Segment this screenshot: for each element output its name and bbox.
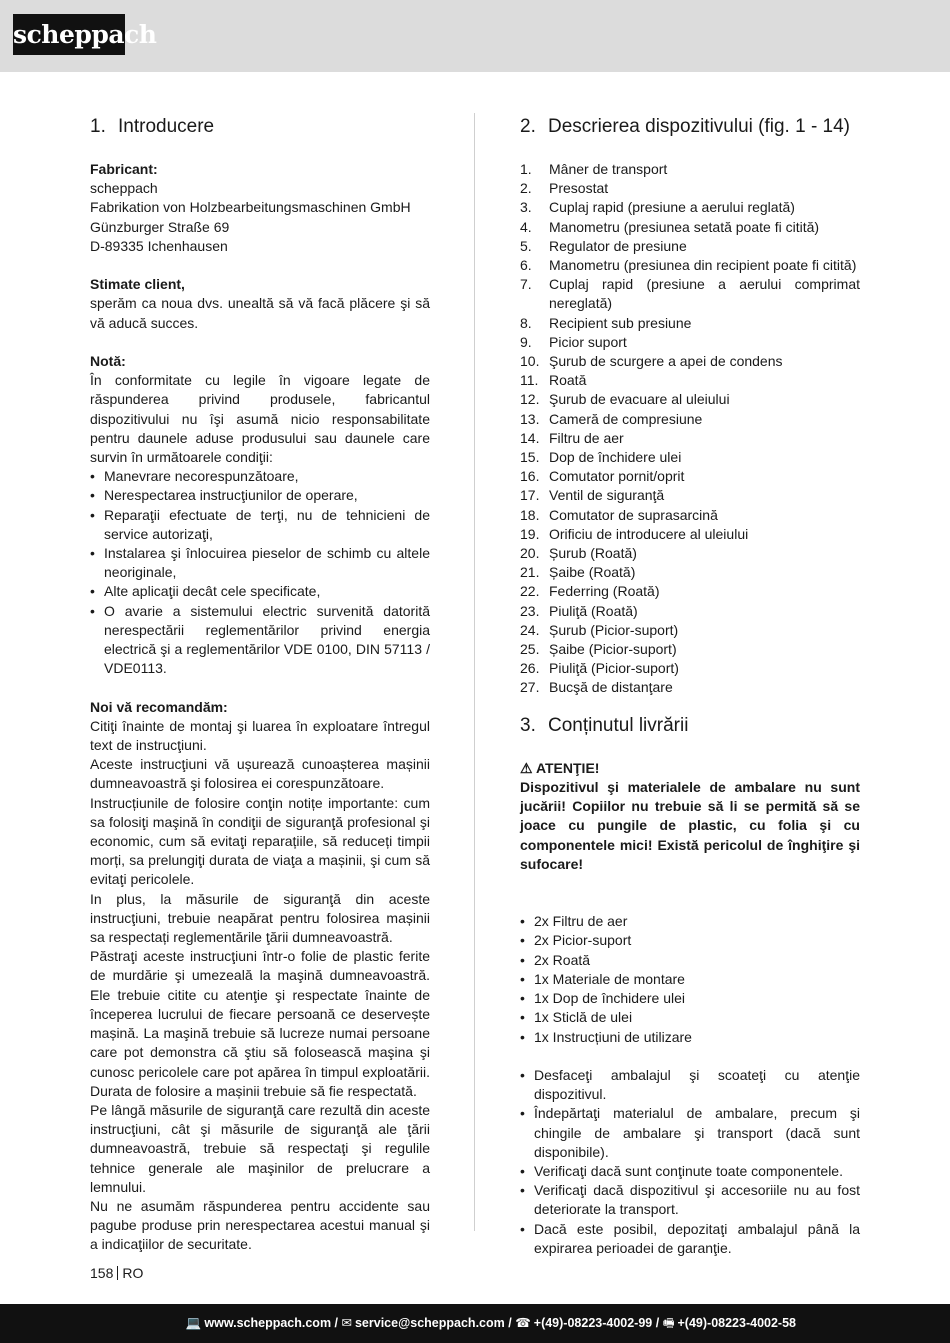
list-item: • Desfaceţi ambalajul şi scoateţi cu atenţie dispozitivul. — [520, 1066, 860, 1104]
part-label: Recipient sub presiune — [549, 314, 692, 331]
part-item — [520, 621, 860, 640]
part-label: Cameră de compresiune — [549, 410, 703, 427]
part-number: 17. — [520, 487, 540, 504]
part-label: Șaibe (Picior-suport) — [549, 641, 677, 658]
list-item: • 2x Roată — [520, 951, 860, 970]
part-label: Manometru (presiunea setată poate fi citită) — [549, 218, 820, 235]
warning-title: ⚠ ATENŢIE! — [520, 759, 600, 776]
part-label: Ventil de siguranţă — [549, 487, 665, 504]
part-item — [520, 160, 860, 179]
part-number: 15. — [520, 449, 540, 466]
list-item: • 1x Dop de închidere ulei — [520, 989, 860, 1008]
recommend-paragraph: Pe lângă măsurile de siguranţă care rezultă din aceste instrucţiuni, cât şi măsurile de siguranţă ale ţării dumneavoastră, trebuie să respectaţi şi regulile tehnice generale ale maşinilor de prelucrare a lemnului. — [90, 1101, 430, 1195]
part-label: Piuliţă (Picior-suport) — [549, 660, 679, 677]
part-item — [520, 544, 860, 563]
note-label: Notă: — [90, 353, 126, 369]
mail-icon: ✉ — [341, 1316, 352, 1330]
part-label: Orificiu de introducere al uleiului — [549, 525, 749, 542]
part-item — [520, 371, 860, 390]
recommend-paragraph: Instrucțiunile de folosire conţin notițe importante: cum sa folosiţi maşină în condiţii de siguranţă profesional şi economic, cum să evitaţi reparațiile, să reduceți timpii morți, sa prelungiţi durata de viaţa a mașinii, şi cum să evitaţi pericolele. — [90, 794, 430, 888]
part-label: Presostat — [549, 180, 609, 197]
part-label: Șurub (Roată) — [549, 545, 637, 562]
part-label: Şurub de evacuare al uleiului — [549, 391, 730, 408]
part-label: Manometru (presiunea din recipient poate fi citită) — [549, 257, 857, 274]
section-1-title: 1. Introducere — [90, 116, 215, 137]
list-item: • O avarie a sistemului electric survenită datorită nerespectării reglementărilor privind energia electrică şi a reglementărilor VDE 0100, DIN 57113 / VDE0113. — [90, 602, 430, 679]
list-item: • Alte aplicaţii decât cele specificate, — [90, 582, 430, 601]
manufacturer-line: Günzburger Straße 69 — [90, 218, 230, 235]
part-number: 25. — [520, 641, 540, 658]
part-item — [520, 640, 860, 659]
part-number: 23. — [520, 602, 540, 619]
part-number: 14. — [520, 429, 540, 446]
part-label: Cuplaj rapid (presiune a aerului comprimat nereglată) — [549, 276, 860, 312]
part-label: Cuplaj rapid (presiune a aerului reglată) — [549, 199, 795, 216]
part-number: 11. — [520, 372, 539, 389]
footer-bar — [0, 1304, 950, 1343]
list-item: • Verificaţi dacă dispozitivul şi accesoriile nu au fost deteriorate la transport. — [520, 1181, 860, 1219]
part-item — [520, 582, 860, 601]
manufacturer-line: scheppach — [90, 180, 158, 197]
delivery-list — [520, 912, 860, 1046]
manufacturer-line: Fabrikation von Holzbearbeitungsmaschinen GmbH — [90, 199, 411, 216]
dear-customer-text: sperăm ca noua dvs. unealtă să vă facă plăcere şi să vă aducă succes. — [90, 295, 430, 331]
part-number: 19. — [520, 525, 540, 542]
part-number: 16. — [520, 468, 540, 485]
page-number: 158 RO — [90, 1265, 144, 1281]
column-divider — [474, 113, 475, 1231]
dear-customer-label: Stimate client, — [90, 276, 185, 293]
part-number: 20. — [520, 545, 540, 562]
part-item — [520, 429, 860, 448]
part-number: 7. — [520, 276, 532, 293]
list-item: • Manevrare necorespunzătoare, — [90, 467, 430, 486]
part-number: 6. — [520, 257, 532, 274]
part-number: 5. — [520, 237, 532, 254]
part-label: Picior suport — [549, 333, 627, 350]
part-label: Federring (Roată) — [549, 583, 660, 600]
part-label: Bucşă de distanţare — [549, 679, 673, 696]
part-label: Roată — [549, 372, 587, 389]
footer-email[interactable]: service@scheppach.com / — [354, 1316, 512, 1330]
scheppach-logo: scheppach — [13, 14, 125, 55]
part-number: 21. — [520, 564, 540, 581]
list-item: • Îndepărtaţi materialul de ambalare, precum şi chingile de ambalare şi transport (dacă sunt disponibile). — [520, 1104, 860, 1162]
list-item: • Reparaţii efectuate de terţi, nu de tehnicieni de service autorizaţi, — [90, 506, 430, 544]
part-label: Dop de închidere ulei — [549, 449, 682, 466]
part-number: 27. — [520, 679, 540, 696]
part-item — [520, 198, 860, 217]
part-item — [520, 563, 860, 582]
parts-list — [520, 160, 860, 698]
part-label: Șurub (Picior-suport) — [549, 621, 679, 638]
part-item — [520, 467, 860, 486]
part-item — [520, 486, 860, 505]
part-item — [520, 678, 860, 697]
part-number: 1. — [520, 161, 532, 177]
note-list — [90, 467, 430, 678]
list-item: • 1x Sticlă de ulei — [520, 1008, 860, 1027]
part-item — [520, 602, 860, 621]
part-item — [520, 179, 860, 198]
footer-web[interactable]: www.scheppach.com / — [204, 1316, 339, 1330]
part-item — [520, 410, 860, 429]
part-item — [520, 333, 860, 352]
part-number: 10. — [520, 353, 540, 370]
part-item — [520, 525, 860, 544]
part-label: Mâner de transport — [549, 161, 668, 177]
part-number: 24. — [520, 621, 540, 638]
part-label: Comutator de suprasarcină — [549, 506, 718, 523]
part-item — [520, 448, 860, 467]
warning-text: Dispozitivul şi materialele de ambalare nu sunt jucării! Copiilor nu trebuie să li se permită să se joace cu pungile de plastic, cu folia şi cu componentele mici! Există pericolul de înghiţire şi sufocare! — [520, 778, 860, 872]
list-item: • 2x Picior-suport — [520, 931, 860, 950]
recommend-paragraph: In plus, la măsurile de siguranţă din aceste instrucţiuni, trebuie neapărat pentru folosirea mașinii sa respectați reglementările ţării dumneavoastră. — [90, 890, 430, 946]
recommend-paragraph: Păstraţi aceste instrucţiuni într-o folie de plastic ferite de murdărie şi umezeală la maşină dumneavoastră. Ele trebuie citite cu atenţie şi respectate înainte de începerea lucrului de fiecare persoană ce deservește mașină. La maşină trebuie să lucreze numai persoane care pot demonstra că ştiu să folosească maşina şi cunosc pericolele care pot apărea în timpul exploatării. Durata de folosire a mașinii trebuie să fie respectată. — [90, 948, 430, 1099]
part-number: 26. — [520, 660, 540, 677]
fax-icon: 🖷 — [662, 1316, 675, 1330]
list-item: • 2x Filtru de aer — [520, 912, 860, 931]
list-item: • Instalarea şi înlocuirea pieselor de schimb cu altele neoriginale, — [90, 544, 430, 582]
list-item: • 1x Materiale de montare — [520, 970, 860, 989]
part-item — [520, 314, 860, 333]
footer-phone: +(49)-08223-4002-99 / — [533, 1316, 660, 1330]
note-text: În conformitate cu legile în vigoare legate de răspunderea privind produsele, fabricantul dispozitivului nu îşi asumă nicio responsabilitate pentru daunele aduse produsului sau daunele care survin în următoarele condiţii: — [90, 372, 430, 466]
part-item — [520, 237, 860, 256]
part-item — [520, 256, 860, 275]
part-number: 3. — [520, 199, 532, 216]
part-number: 12. — [520, 391, 540, 408]
part-number: 9. — [520, 333, 532, 350]
warning-icon: ⚠ — [520, 759, 533, 776]
list-item: • Nerespectarea instrucţiunilor de operare, — [90, 486, 430, 505]
part-item — [520, 506, 860, 525]
part-number: 4. — [520, 218, 532, 235]
part-number: 2. — [520, 180, 532, 197]
part-item — [520, 390, 860, 409]
footer-fax: +(49)-08223-4002-58 — [677, 1316, 796, 1330]
part-label: Regulator de presiune — [549, 237, 687, 254]
part-label: Piuliţă (Roată) — [549, 602, 638, 619]
left-column — [90, 113, 430, 1255]
recommend-paragraph: Aceste instrucţiuni vă ușurează cunoașterea mașinii dumneavoastră şi folosirea ei corespunzătoare. — [90, 756, 430, 792]
list-item: • Verificaţi dacă sunt conţinute toate componentele. — [520, 1162, 860, 1181]
header-bar — [0, 0, 950, 72]
recommend-paragraph: Nu ne asumăm răspunderea pentru accidente sau pagube produse prin nerespectarea acestui manual şi a indicaţiilor de securitate. — [90, 1197, 430, 1253]
part-item — [520, 352, 860, 371]
list-item: • Dacă este posibil, depozitaţi ambalajul până la expirarea perioadei de garanţie. — [520, 1220, 860, 1258]
manufacturer-label: Fabricant: — [90, 161, 158, 177]
phone-icon: ☎ — [515, 1316, 531, 1330]
part-number: 18. — [520, 506, 540, 523]
part-number: 8. — [520, 314, 532, 331]
list-item: • 1x Instrucțiuni de utilizare — [520, 1028, 860, 1047]
section-2-title: 2. Descrierea dispozitivului (fig. 1 - 14) — [520, 116, 851, 137]
computer-icon: 💻 — [185, 1316, 202, 1330]
right-column — [520, 113, 860, 1258]
part-item — [520, 218, 860, 237]
part-label: Şurub de scurgere a apei de condens — [549, 353, 783, 370]
unpack-list — [520, 1066, 860, 1258]
recommend-label: Noi vă recomandăm: — [90, 698, 228, 715]
part-label: Filtru de aer — [549, 429, 624, 446]
section-3-title: 3. Conținutul livrării — [520, 714, 689, 736]
recommend-paragraph: Citiţi înainte de montaj şi luarea în exploatare întregul text de instrucţiuni. — [90, 717, 430, 754]
part-label: Comutator pornit/oprit — [549, 468, 685, 485]
part-item — [520, 659, 860, 678]
part-item — [520, 275, 860, 313]
part-label: Șaibe (Roată) — [549, 564, 636, 581]
manufacturer-line: D-89335 Ichenhausen — [90, 237, 228, 254]
part-number: 22. — [520, 583, 540, 600]
part-number: 13. — [520, 410, 540, 427]
